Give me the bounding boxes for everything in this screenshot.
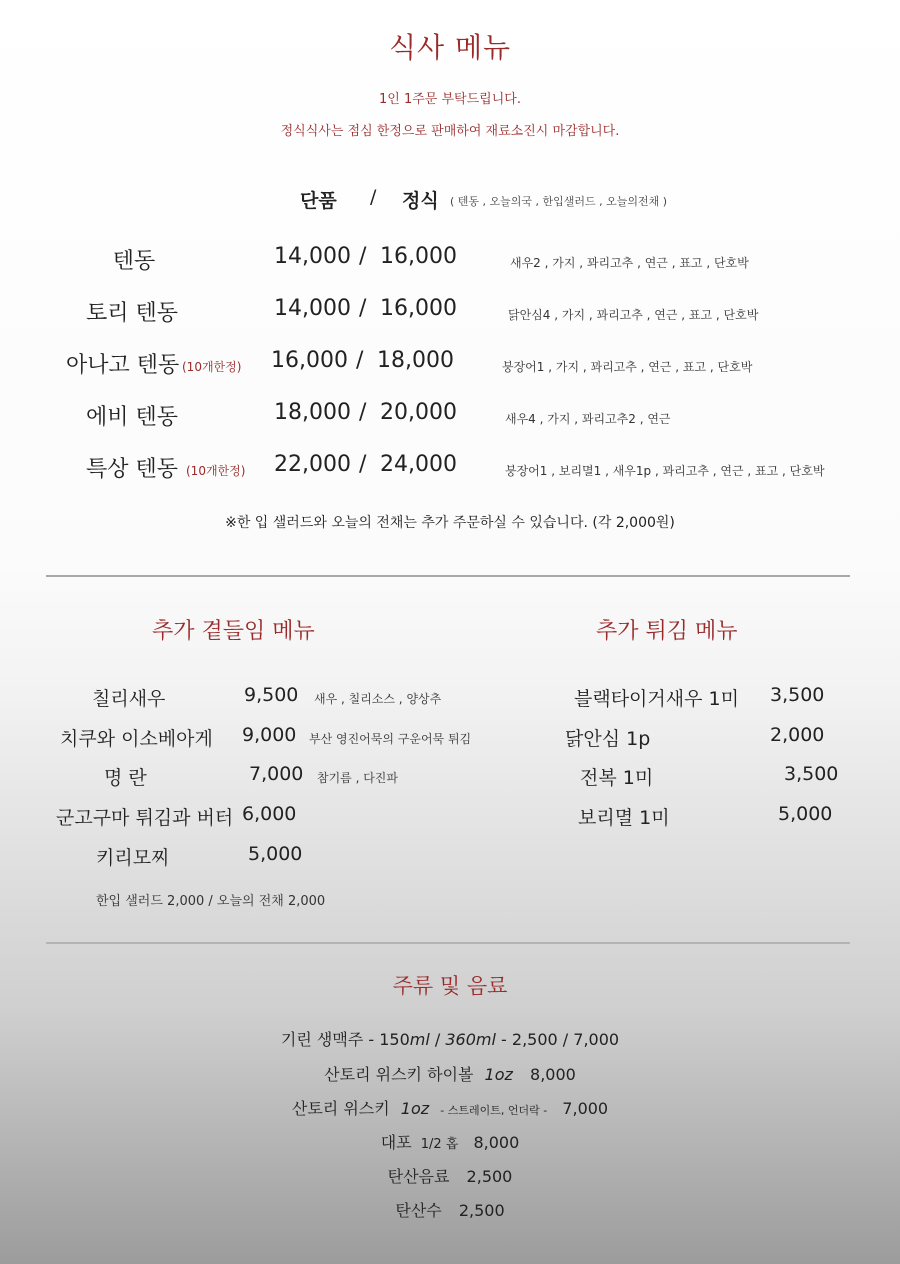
drink-item: [0, 1198, 900, 1221]
drink-unit: 1oz: [400, 1099, 430, 1118]
drink-item: [0, 1130, 900, 1153]
header-set-desc: ( 텐동 , 오늘의국 , 한입샐러드 , 오늘의전채 ): [450, 195, 668, 208]
fry-item-name: 블랙타이거새우 1미: [574, 688, 739, 710]
single-price: 18,000: [274, 400, 351, 425]
fry-item-name: 전복 1미: [580, 767, 654, 789]
menu-item-name: 에비 텐동: [85, 405, 178, 430]
set-price: 24,000: [380, 452, 457, 477]
side-item-name: 칠리새우: [92, 688, 166, 710]
menu-item-name: 특상 텐동: [86, 457, 179, 482]
drink-item-name: 대포: [380, 1133, 412, 1152]
header-slash: /: [370, 186, 377, 208]
notice-line: 정식식사는 점심 한정으로 판매하여 재료소진시 마감합니다.: [280, 124, 620, 139]
set-price: 20,000: [380, 400, 457, 425]
drink-item: [0, 1027, 900, 1050]
menu-row: [0, 348, 900, 378]
header-single: 단품: [300, 190, 337, 212]
menu-row: [0, 296, 900, 326]
side-item-name: 치쿠와 이소베아게: [60, 728, 213, 750]
set-price: 16,000: [380, 296, 457, 321]
side-item-price: 9,500: [244, 684, 299, 706]
drink-item-price: 2,500: [458, 1201, 505, 1220]
limited-badge: (10개한정): [182, 360, 242, 374]
menu-item-desc: 새우2 , 가지 , 꽈리고추 , 연근 , 표고 , 단호박: [510, 256, 749, 270]
footnote: ※한 입 샐러드와 오늘의 전채는 추가 주문하실 수 있습니다. (각 2,000원): [225, 515, 675, 531]
drink-sep: /: [429, 1030, 446, 1049]
drink-item-name: 산토리 위스키: [291, 1099, 390, 1118]
set-price: 18,000: [377, 348, 454, 373]
side-menu-title: 추가 곁들임 메뉴: [152, 619, 315, 644]
limited-badge: (10개한정): [186, 464, 246, 478]
side-item-price: 6,000: [242, 803, 297, 825]
side-extra-line: 한입 샐러드 2,000 / 오늘의 전채 2,000: [96, 894, 326, 909]
price-separator: /: [359, 452, 367, 477]
drink-item-name: 탄산수: [395, 1201, 442, 1220]
fry-item-price: 5,000: [778, 803, 833, 825]
fry-item-price: 2,000: [770, 724, 825, 746]
drink-item-price: 2,500: [466, 1167, 513, 1186]
drink-item: [0, 1062, 900, 1085]
side-item-desc: 새우 , 칠리소스 , 양상추: [314, 692, 442, 706]
menu-item-desc: 닭안심4 , 가지 , 꽈리고추 , 연근 , 표고 , 단호박: [508, 308, 759, 322]
single-price: 16,000: [271, 348, 348, 373]
side-item-price: 7,000: [249, 763, 304, 785]
drink-extra: - 스트레이트, 언더락 -: [440, 1104, 548, 1117]
single-price: 14,000: [274, 296, 351, 321]
menu-title: 식사 메뉴: [388, 31, 512, 64]
fry-item-price: 3,500: [770, 684, 825, 706]
drink-unit: 360ml: [445, 1030, 496, 1049]
fry-item-price: 3,500: [784, 763, 839, 785]
drink-item-price: 8,000: [530, 1065, 576, 1084]
fry-item-name: 보리멸 1미: [578, 807, 670, 829]
drink-unit: 1/2 홉: [420, 1137, 459, 1152]
side-item-desc: 참기름 , 다진파: [317, 771, 398, 785]
menu-row: [0, 400, 900, 430]
menu-item-desc: 붕장어1 , 보리멸1 , 새우1p , 꽈리고추 , 연근 , 표고 , 단호박: [505, 464, 825, 478]
price-separator: /: [356, 348, 364, 373]
drinks-title: 주류 및 음료: [392, 974, 508, 998]
side-item-price: 9,000: [242, 724, 297, 746]
notice-line: 1인 1주문 부탁드립니다.: [379, 92, 521, 107]
side-item-name: 군고구마 튀김과 버터: [56, 807, 234, 829]
drink-item-price: 7,000: [562, 1099, 609, 1118]
menu-item-name: 텐동: [112, 249, 156, 274]
price-separator: /: [359, 244, 367, 269]
drink-item-name: 탄산음료: [387, 1167, 450, 1186]
drink-item: [0, 1164, 900, 1187]
single-price: 14,000: [274, 244, 351, 269]
drink-item-price: - 2,500 / 7,000: [495, 1030, 620, 1049]
drink-item-name: 기린 생맥주 - 150: [280, 1030, 410, 1049]
drink-item-name: 산토리 위스키 하이볼: [324, 1065, 474, 1084]
drink-item-price: 8,000: [473, 1133, 520, 1152]
menu-item-desc: 붕장어1 , 가지 , 꽈리고추 , 연근 , 표고 , 단호박: [502, 360, 753, 374]
fry-item-name: 닭안심 1p: [565, 728, 651, 750]
set-price: 16,000: [380, 244, 457, 269]
side-item-name: 키리모찌: [96, 847, 170, 869]
single-price: 22,000: [274, 452, 351, 477]
divider: [46, 575, 850, 577]
menu-row: [0, 452, 900, 482]
price-separator: /: [359, 296, 367, 321]
header-set: 정식: [402, 190, 439, 212]
menu-item-name: 토리 텐동: [85, 301, 178, 326]
side-item-price: 5,000: [248, 843, 303, 865]
price-separator: /: [359, 400, 367, 425]
menu-item-name: 아나고 텐동: [66, 353, 180, 378]
drink-item: [0, 1096, 900, 1119]
menu-row: [0, 244, 900, 274]
drink-unit: 1oz: [484, 1065, 513, 1084]
fry-menu-title: 추가 튀김 메뉴: [596, 619, 738, 644]
drink-unit: ml: [409, 1030, 430, 1049]
divider: [46, 942, 850, 944]
side-item-name: 명 란: [104, 767, 147, 789]
menu-item-desc: 새우4 , 가지 , 꽈리고추2 , 연근: [505, 412, 671, 426]
side-item-desc: 부산 영진어묵의 구운어묵 튀김: [309, 732, 472, 746]
